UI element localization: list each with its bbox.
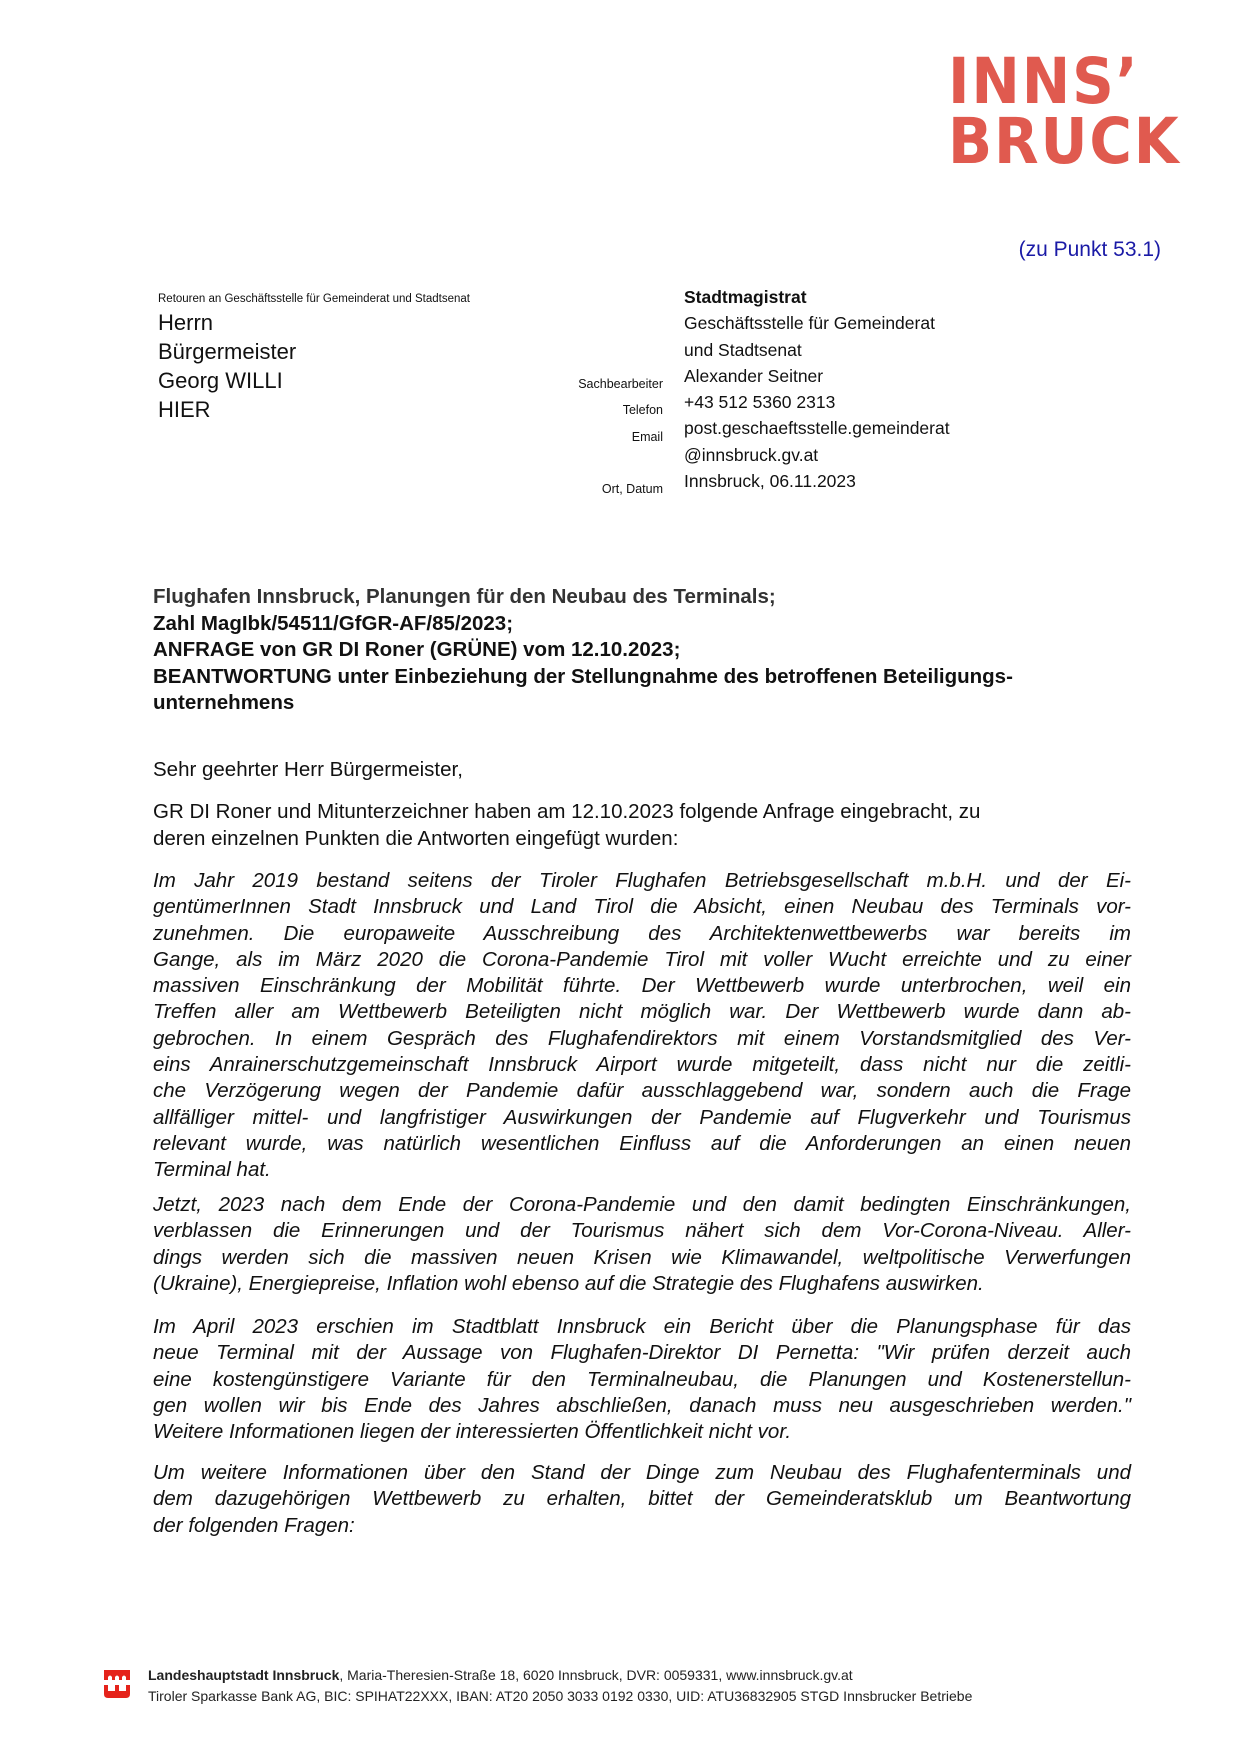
text-line: Im April 2023 erschien im Stadtblatt Innsbruck ein Bericht über die Planungsphase für das <box>153 1315 1131 1338</box>
text-line: Weitere Informationen liegen der interessierten Öffentlichkeit nicht vor. <box>153 1420 792 1444</box>
footer-org-name: Landeshauptstadt Innsbruck <box>148 1667 340 1683</box>
text-line: Treffen aller am Wettbewerb Beteiligten nicht möglich war. Der Wettbewerb wurde dann ab- <box>153 1000 1131 1024</box>
text-line: Um weitere Informationen über den Stand der Dinge zum Neubau des Flughafenterminals und <box>153 1461 1131 1484</box>
subject-answer-cont: unternehmens <box>153 691 295 714</box>
agenda-reference: (zu Punkt 53.1) <box>1018 238 1161 261</box>
text-line: zunehmen. Die europaweite Ausschreibung des Architektenwettbewerbs war bereits im <box>153 921 1131 945</box>
label-clerk: Sachbearbeiter <box>578 377 663 391</box>
intro-paragraph <box>153 799 1133 852</box>
text-line: Terminal hat. <box>153 1158 271 1182</box>
innsbruck-city-emblem-icon <box>103 1667 131 1701</box>
salutation: Sehr geehrter Herr Bürgermeister, <box>153 758 463 781</box>
sender-labels <box>520 371 663 502</box>
logo-line-2: BRUCK <box>948 105 1181 178</box>
text-line: dem dazugehörigen Wettbewerb zu erhalten, bittet der Gemeinderatsklub um Beantwortung <box>153 1487 1131 1511</box>
recipient-line: Bürgermeister <box>158 339 297 364</box>
sender-email-cont[interactable]: @innsbruck.gv.at <box>684 444 819 465</box>
innsbruck-logo <box>948 45 1181 178</box>
subject-answer: BEANTWORTUNG unter Einbeziehung der Stellungnahme des betroffenen Beteiligungs- <box>153 664 1013 688</box>
text-line: che Verzögerung wegen der Pandemie dafür ausschlaggebend war, sondern auch die Frage <box>153 1079 1131 1103</box>
text-line: neue Terminal mit der Aussage von Flughafen-Direktor DI Pernetta: "Wir prüfen derzeit auch <box>153 1341 1131 1365</box>
subject-reference-number: Zahl MagIbk/54511/GfGR-AF/85/2023; <box>153 611 514 635</box>
sender-dept: Geschäftsstelle für Gemeinderat <box>684 313 935 334</box>
text-line: Im Jahr 2019 bestand seitens der Tiroler Flughafen Betriebsgesellschaft m.b.H. und der Ei- <box>153 869 1131 892</box>
sender-dept: und Stadtsenat <box>684 339 802 360</box>
text-line: Gange, als im März 2020 die Corona-Pandemie Tirol mit voller Wucht erreichte und zu einer <box>153 947 1131 971</box>
logo-line-1: INNS’ <box>948 45 1140 118</box>
sender-phone[interactable]: +43 512 5360 2313 <box>684 392 836 413</box>
label-place-date: Ort, Datum <box>601 482 663 497</box>
text-line: dings werden sich die massiven neuen Krisen wie Klimawandel, weltpolitische Verwerfungen <box>153 1245 1131 1269</box>
subject-block <box>153 584 1113 717</box>
recipient-line: Georg WILLI <box>158 368 283 393</box>
footer <box>148 1665 972 1707</box>
text-line: massiven Einschränkung der Mobilität führte. Der Wettbewerb wurde unterbrochen, weil ein <box>153 974 1131 998</box>
text-line: gebrochen. In einem Gespräch des Flughafendirektors mit einem Vorstandsmitglied des Ver- <box>153 1026 1131 1050</box>
text-line: (Ukraine), Energiepreise, Inflation wohl ebenso auf die Strategie des Flughafens auswirken. <box>153 1271 984 1295</box>
sender-info <box>684 284 950 494</box>
recipient-line: Herrn <box>158 310 214 335</box>
text-line: Jetzt, 2023 nach dem Ende der Corona-Pandemie und den damit bedingten Einschränkungen, <box>153 1193 1131 1216</box>
inquiry-paragraph-3 <box>153 1314 1131 1445</box>
text-line: eine kostengünstigere Variante für den Terminalneubau, die Planungen und Kostenerstellun- <box>153 1367 1131 1391</box>
text-line: allfälliger mittel- und langfristiger Auswirkungen der Pandemie auf Flugverkehr und Tourismus <box>153 1105 1131 1129</box>
text-line: verblassen die Erinnerungen und der Tourismus nähert sich dem Vor-Corona-Niveau. Aller- <box>153 1219 1131 1243</box>
label-spacer <box>520 450 663 476</box>
subject-inquiry: ANFRAGE von GR DI Roner (GRÜNE) vom 12.10.2023; <box>153 638 681 661</box>
text-line: gen wollen wir bis Ende des Jahres abschließen, danach muss neu ausgeschrieben werden." <box>153 1393 1131 1417</box>
sender-place-date: Innsbruck, 06.11.2023 <box>684 471 856 492</box>
intro-line: GR DI Roner und Mitunterzeichner haben am 12.10.2023 folgende Anfrage eingebracht, zu <box>153 800 981 823</box>
label-email: Email <box>631 429 663 444</box>
footer-address-line <box>148 1665 972 1686</box>
return-address: Retouren an Geschäftsstelle für Gemeinderat und Stadtsenat <box>158 293 470 305</box>
sender-org: Stadtmagistrat <box>684 287 807 307</box>
intro-line: deren einzelnen Punkten die Antworten eingefügt wurden: <box>153 826 679 850</box>
sender-clerk: Alexander Seitner <box>684 365 824 386</box>
footer-bank-line: Tiroler Sparkasse Bank AG, BIC: SPIHAT22XXX, IBAN: AT20 2050 3033 0192 0330, UID: ATU36832905 STGD Innsbrucker Betriebe <box>148 1688 973 1704</box>
inquiry-paragraph-1 <box>153 868 1131 1184</box>
subject-title: Flughafen Innsbruck, Planungen für den Neubau des Terminals; <box>153 585 776 608</box>
inquiry-paragraph-4 <box>153 1460 1131 1539</box>
footer-address: , Maria-Theresien-Straße 18, 6020 Innsbruck, DVR: 0059331, www.innsbruck.gv.at <box>339 1667 853 1683</box>
recipient-line: HIER <box>158 397 211 422</box>
text-line: relevant wurde, was natürlich wesentlichen Einfluss auf die Anforderungen an einen neuen <box>153 1131 1131 1155</box>
sender-email[interactable]: post.geschaeftsstelle.gemeinderat <box>684 418 950 439</box>
text-line: gentümerInnen Stadt Innsbruck und Land Tirol die Absicht, einen Neubau des Terminals vor- <box>153 895 1131 919</box>
text-line: der folgenden Fragen: <box>153 1513 355 1537</box>
label-phone: Telefon <box>622 403 663 418</box>
text-line: eins Anrainerschutzgemeinschaft Innsbruck Airport wurde mitgeteilt, dass nicht nur die zeitli- <box>153 1053 1131 1077</box>
inquiry-paragraph-2 <box>153 1192 1131 1297</box>
recipient-address <box>158 308 296 424</box>
